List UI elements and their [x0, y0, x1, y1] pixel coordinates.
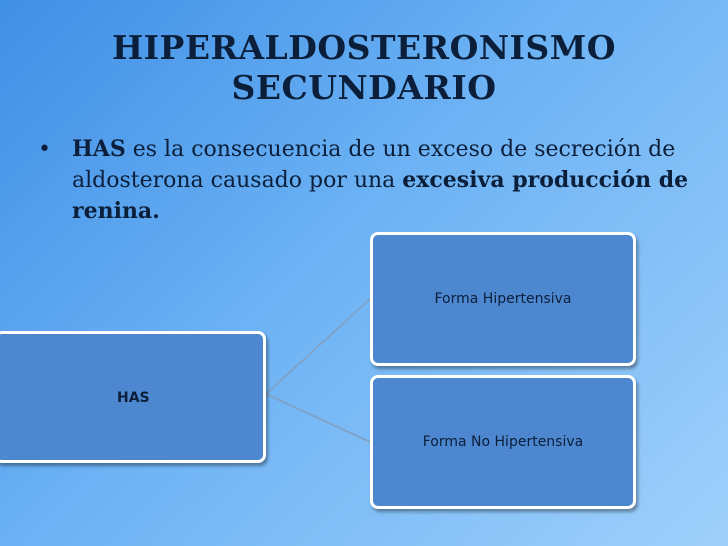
connector-line-bottom: [266, 394, 370, 442]
diagram-branch-bottom-box: [370, 375, 636, 509]
bullet-marker: •: [38, 137, 51, 162]
bullet-term: HAS: [72, 136, 126, 162]
diagram-root-box: [0, 331, 266, 463]
title-line-1: HIPERALDOSTERONISMO: [111, 28, 617, 67]
bullet-list: [32, 134, 702, 227]
slide-title: [0, 28, 728, 108]
diagram-branch-top-box: [370, 232, 636, 366]
diagram-branch-top-label: Forma Hipertensiva: [434, 291, 572, 307]
diagram-root-label: HAS: [117, 390, 150, 406]
diagram-branch-bottom-label: Forma No Hipertensiva: [422, 434, 584, 450]
bullet-item: [32, 134, 702, 227]
bullet-emphasis: excesiva producción de renina.: [72, 167, 689, 224]
bullet-text: es la consecuencia de un exceso de secreción de aldosterona causado por una: [72, 137, 676, 193]
title-line-2: SECUNDARIO: [231, 68, 497, 107]
connector-line-top: [266, 299, 370, 394]
